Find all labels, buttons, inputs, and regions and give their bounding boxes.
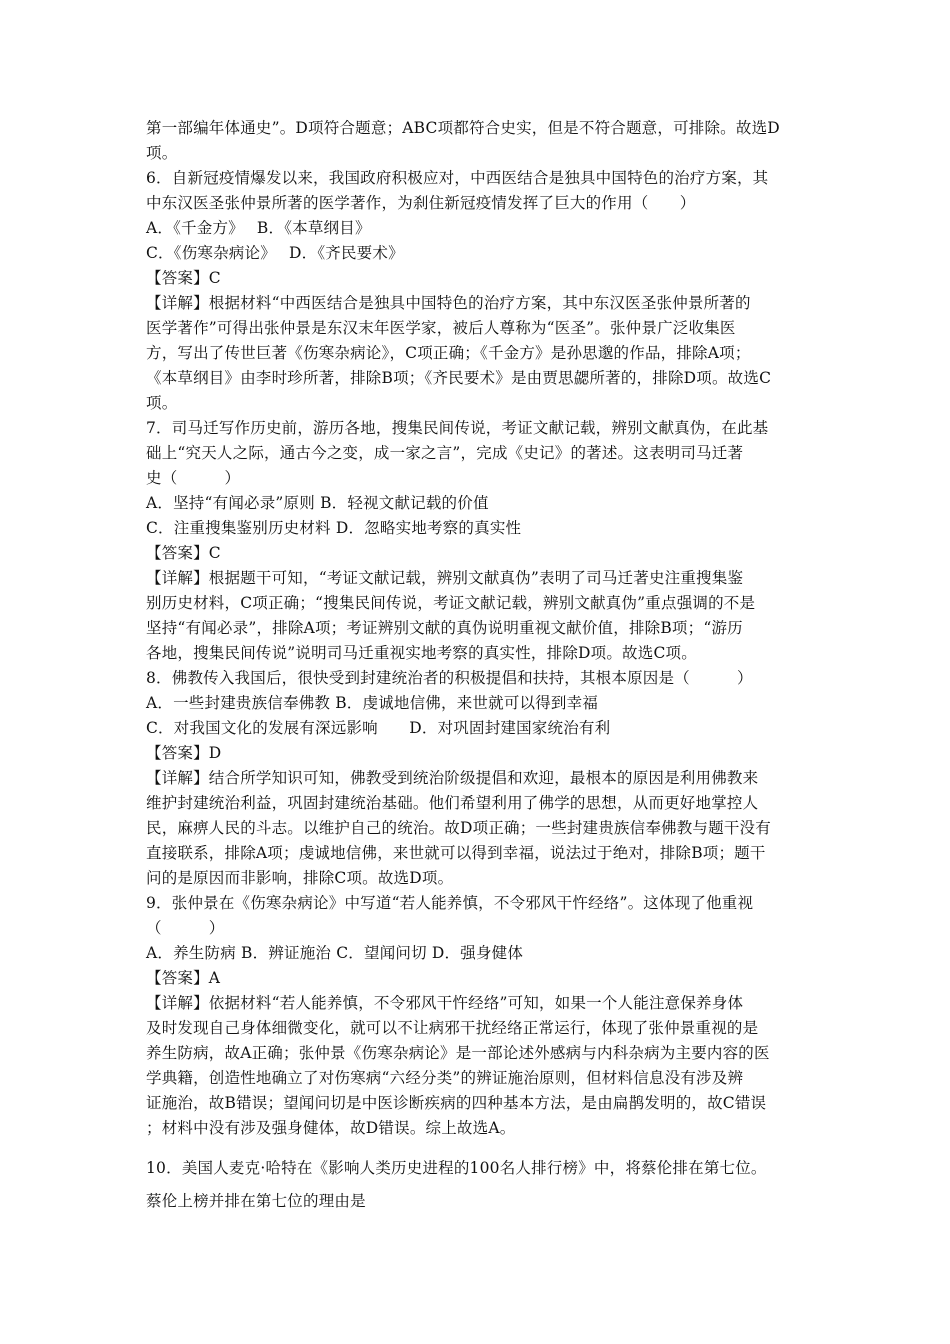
- text-line: 【答案】C: [146, 269, 221, 287]
- text-line: 【详解】结合所学知识可知，佛教受到统治阶级提倡和欢迎，最根本的原因是利用佛教来: [146, 769, 759, 787]
- text-line: C．注重搜集鉴别历史材料 D．忽略实地考察的真实性: [146, 519, 522, 537]
- text-line: 民，麻痹人民的斗志。以维护自己的统治。故D项正确；一些封建贵族信奉佛教与题干没有: [146, 819, 771, 837]
- text-line: A．一些封建贵族信奉佛教 B．虔诚地信佛，来世就可以得到幸福: [146, 694, 599, 712]
- text-line: 证施治，故B错误；望闻问切是中医诊断疾病的四种基本方法，是由扁鹊发明的，故C错误: [146, 1094, 767, 1112]
- text-line: A．养生防病 B．辨证施治 C．望闻问切 D．强身健体: [146, 944, 524, 962]
- text-line: 项。: [146, 144, 178, 162]
- text-line: 维护封建统治利益，巩固封建统治基础。他们希望利用了佛学的思想，从而更好地掌控人: [146, 794, 759, 812]
- text-line: 各地，搜集民间传说”说明司马迁重视实地考察的真实性，排除D项。故选C项。: [146, 644, 697, 662]
- text-line: 【答案】A: [146, 969, 221, 987]
- text-line: 9．张仲景在《伤寒杂病论》中写道“若人能养慎，不令邪风干忤经络”。这体现了他重视: [146, 894, 754, 912]
- text-line: 医学著作”可得出张仲景是东汉末年医学家，被后人尊称为“医圣”。张仲景广泛收集医: [146, 319, 736, 337]
- text-line: C．《伤寒杂病论》 D．《齐民要术》: [146, 244, 404, 262]
- text-line: C．对我国文化的发展有深远影响 D．对巩固封建国家统治有利: [146, 719, 611, 737]
- text-line: 学典籍，创造性地确立了对伤寒病“六经分类”的辨证施治原则，但材料信息没有涉及辨: [146, 1069, 744, 1087]
- text-line: 【详解】根据题干可知，“考证文献记载，辨别文献真伪”表明了司马迁著史注重搜集鉴: [146, 569, 744, 587]
- text-line: 础上“究天人之际，通古今之变，成一家之言”，完成《史记》的著述。这表明司马迁著: [146, 444, 744, 462]
- text-line: （ ）: [146, 919, 225, 937]
- text-line: 养生防病，故A正确；张仲景《伤寒杂病论》是一部论述外感病与内科杂病为主要内容的医: [146, 1044, 770, 1062]
- text-line: 坚持“有闻必录”，排除A项；考证辨别文献的真伪说明重视文献价值，排除B项；“游历: [146, 619, 743, 637]
- text-line: 史（ ）: [146, 469, 241, 487]
- text-line: 7．司马迁写作历史前，游历各地，搜集民间传说，考证文献记载，辨别文献真伪，在此基: [146, 419, 769, 437]
- text-line: A．《千金方》 B．《本草纲目》: [146, 219, 371, 237]
- text-line: 第一部编年体通史”。D项符合题意；ABC项都符合史实，但是不符合题意，可排除。故选D: [146, 119, 780, 137]
- text-line: 8．佛教传入我国后，很快受到封建统治者的积极提倡和扶持，其根本原因是（ ）: [146, 669, 753, 687]
- text-line: 蔡伦上榜并排在第七位的理由是: [146, 1192, 366, 1210]
- text-line: 中东汉医圣张仲景所著的医学著作，为刹住新冠疫情发挥了巨大的作用（ ）: [146, 194, 696, 212]
- text-line: A．坚持“有闻必录”原则 B．轻视文献记载的价值: [146, 494, 489, 512]
- text-line: 项。: [146, 394, 178, 412]
- text-line: 方，写出了传世巨著《伤寒杂病论》，C项正确；《千金方》是孙思邈的作品，排除A项；: [146, 344, 751, 362]
- text-line: 及时发现自己身体细微变化，就可以不让病邪干扰经络正常运行，体现了张仲景重视的是: [146, 1019, 759, 1037]
- text-line: 【详解】根据材料“中西医结合是独具中国特色的治疗方案，其中东汉医圣张仲景所著的: [146, 294, 751, 312]
- text-line: 《本草纲目》由李时珍所著，排除B项；《齐民要术》是由贾思勰所著的，排除D项。故选C: [146, 369, 772, 387]
- text-line: 直接联系，排除A项；虔诚地信佛，来世就可以得到幸福，说法过于绝对，排除B项；题干: [146, 844, 766, 862]
- text-line: 6．自新冠疫情爆发以来，我国政府积极应对，中西医结合是独具中国特色的治疗方案，其: [146, 169, 769, 187]
- text-line: 别历史材料，C项正确；“搜集民间传说，考证文献记载，辨别文献真伪”重点强调的不是: [146, 594, 756, 612]
- text-line: 【答案】D: [146, 744, 222, 762]
- text-line: 【答案】C: [146, 544, 221, 562]
- text-line: ；材料中没有涉及强身健体，故D错误。综上故选A。: [146, 1119, 516, 1137]
- text-line: 【详解】依据材料“若人能养慎，不令邪风干忤经络”可知，如果一个人能注意保养身体: [146, 994, 744, 1012]
- text-line: 问的是原因而非影响，排除C项。故选D项。: [146, 869, 454, 887]
- text-line: 10．美国人麦克·哈特在《影响人类历史进程的100名人排行榜》中，将蔡伦排在第七位。: [146, 1159, 767, 1177]
